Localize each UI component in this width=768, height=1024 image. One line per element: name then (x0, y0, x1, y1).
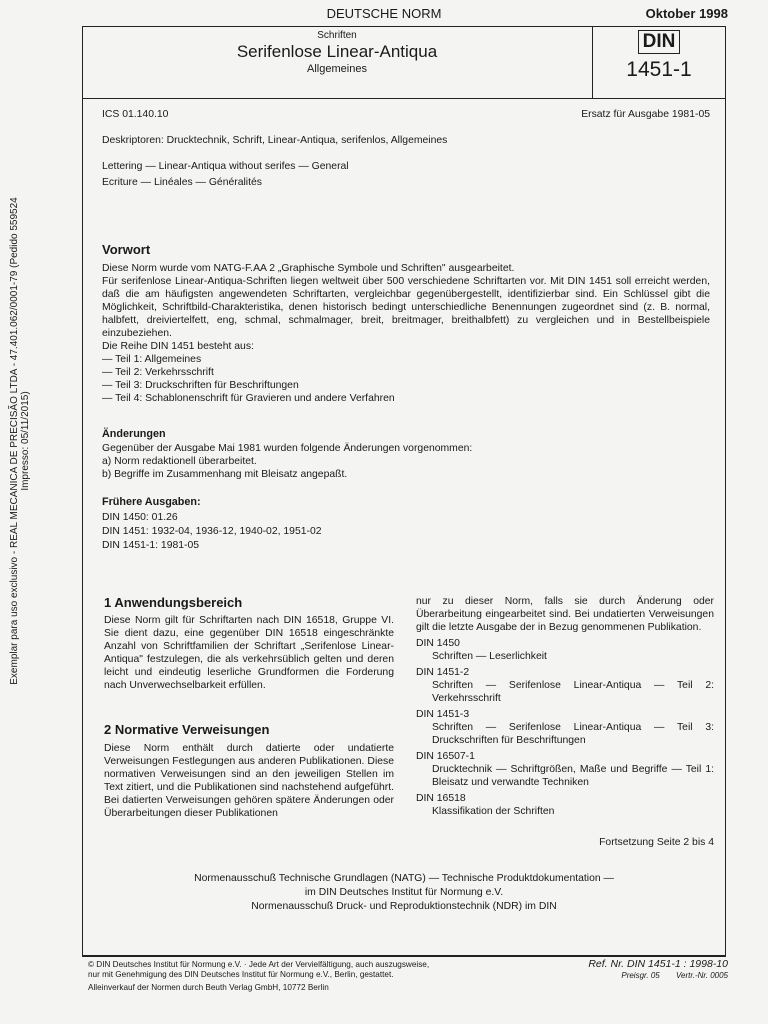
committee-line: im DIN Deutsches Institut für Normung e.V. (304, 887, 504, 898)
section-1-heading: 1 Anwendungsbereich (104, 595, 243, 610)
section-2-heading: 2 Normative Verweisungen (104, 722, 270, 737)
issue-date: Oktober 1998 (645, 6, 728, 21)
copyright-line: nur mit Genehmigung des DIN Deutsches Institut für Normung e.V., Berlin, gestattet. (88, 970, 394, 979)
footer-divider (82, 956, 726, 957)
aenderungen-heading: Änderungen (102, 428, 166, 440)
header-divider (82, 98, 726, 99)
reference-entry (416, 666, 714, 705)
continuation-note: Fortsetzung Seite 2 bis 4 (599, 837, 714, 848)
list-item: — Teil 3: Druckschriften für Beschriftungen (102, 380, 299, 391)
reference-desc: Schriften — Leserlichkeit (432, 651, 547, 662)
vertr-number: Vertr.-Nr. 0005 (675, 971, 728, 980)
english-title: Lettering — Linear-Antiqua without serifes — General (102, 161, 349, 172)
list-item: — Teil 4: Schablonenschrift für Gravieren und andere Verfahren (102, 393, 395, 404)
reference-desc: Klassifikation der Schriften (432, 806, 555, 817)
sales-note: Alleinverkauf der Normen durch Beuth Verlag GmbH, 10772 Berlin (88, 983, 329, 992)
right-column (416, 595, 714, 818)
reference-code: DIN 16518 (416, 793, 466, 804)
reference-code: DIN 16507-1 (416, 751, 475, 762)
reference-entry (416, 750, 714, 789)
copyright-line: © DIN Deutsches Institut für Normung e.V. · Jede Art der Vervielfältigung, auch auszugsweise, (88, 960, 430, 969)
parts-list (102, 353, 710, 405)
committee-block (82, 872, 726, 914)
aenderungen-intro: Gegenüber der Ausgabe Mai 1981 wurden folgende Änderungen vorgenommen: (102, 443, 473, 454)
list-item: DIN 1451-1: 1981-05 (102, 540, 200, 551)
norm-type: DEUTSCHE NORM (326, 6, 442, 21)
replaces-edition: Ersatz für Ausgabe 1981-05 (581, 109, 710, 120)
reference-entry (416, 637, 714, 663)
ics-code: ICS 01.140.10 (102, 109, 169, 120)
french-title: Ecriture — Linéales — Généralités (102, 177, 262, 188)
title-category: Schriften (317, 30, 357, 41)
reference-desc: Drucktechnik — Schriftgrößen, Maße und Begriffe — Teil 1: Bleisatz und verwandte Techniken (432, 764, 714, 788)
vorwort-p3: Die Reihe DIN 1451 besteht aus: (102, 341, 254, 352)
reference-entry (416, 708, 714, 747)
aenderungen-text (102, 442, 710, 481)
list-item: — Teil 2: Verkehrsschrift (102, 367, 214, 378)
vorwort-heading: Vorwort (102, 242, 151, 257)
list-item: — Teil 1: Allgemeines (102, 354, 202, 365)
list-item: b) Begriffe im Zusammenhang mit Bleisatz angepaßt. (102, 469, 348, 480)
document-title: Serifenlose Linear-Antiqua (236, 42, 438, 61)
document-subtitle: Allgemeines (307, 63, 367, 75)
section-2-text: Diese Norm enthält durch datierte oder undatierte Verweisungen Festlegungen aus anderen Publikationen. Diese normativen Verweisungen sind an den jeweiligen Stellen im Text zitiert, und die Publikationen sind nachstehend aufgeführt. Bei datierten Verweisungen gehören spätere Änderungen oder Überarbeitungen dieser Publikationen (104, 743, 394, 819)
title-block (82, 30, 592, 75)
reference-desc: Schriften — Serifenlose Linear-Antiqua — Teil 3: Druckschriften für Beschriftungen (432, 722, 714, 746)
copyright-block (88, 960, 508, 993)
reference-desc: Schriften — Serifenlose Linear-Antiqua — Teil 2: Verkehrsschrift (432, 680, 714, 704)
fruehere-heading: Frühere Ausgaben: (102, 496, 201, 508)
reference-code: DIN 1451-3 (416, 709, 470, 720)
ref-block (588, 958, 728, 980)
vorwort-text (102, 262, 710, 405)
fruehere-list (102, 511, 322, 553)
section-1-text: Diese Norm gilt für Schriftarten nach DIN 16518, Gruppe VI. Sie dient dazu, eine gegenüber DIN 16518 eingeschränkte Anzahl von Schriftfamilien der Schriftart „Serifenlose Linear-Antiqua" festzulegen, die als verkehrsüblich gelten und deren leicht und eindeutig leserliche Grundformen die Forderung nach Unverwechselbarkeit erfüllen. (104, 615, 394, 691)
reference-code: DIN 1450 (416, 638, 460, 649)
references-intro: nur zu dieser Norm, falls sie durch Änderung oder Überarbeitung eingearbeitet sind. Bei undatierten Verweisungen gilt die letzte Ausgabe der in Bezug genommenen Publikation. (416, 596, 714, 633)
reference-entry (416, 792, 714, 818)
vorwort-p2: Für serifenlose Linear-Antiqua-Schriften liegen weltweit über 500 verschiedene Schriftarten vor. Mit DIN 1451 soll erreicht werden, daß die am häufigsten angewendeten Schriftarten, vergleichbar gegenübergestellt, identifizierbar sind. Ein Schlüssel gibt die Möglichkeit, Schriftbild-Charakteristika, denen historisch bedingt unterschiedliche Benennungen zugeordnet sind (z. B. normal, halbfett, dreiviertelfett, eng, schmal, schmalmager, breit, breitmager, breithalbfett) zu vergleichen und in Bestellbeispiele einzubeziehen. (102, 276, 710, 339)
din-block (592, 30, 726, 82)
descriptors: Deskriptoren: Drucktechnik, Schrift, Linear-Antiqua, serifenlos, Allgemeines (102, 135, 448, 146)
price-group: Preisgr. 05 (621, 971, 660, 980)
din-logo: DIN (638, 30, 681, 54)
reference-code: DIN 1451-2 (416, 667, 470, 678)
list-item: DIN 1451: 1932-04, 1936-12, 1940-02, 1951-02 (102, 526, 322, 537)
side-watermark-note: Exemplar para uso exclusivo - REAL MECANICA DE PRECISÃO LTDA - 47.401.062/0001-79 (Pedido 559524 Impresso: 05/11/2015) (9, 197, 31, 685)
ref-number: Ref. Nr. DIN 1451-1 : 1998-10 (588, 958, 728, 970)
vorwort-p1: Diese Norm wurde vom NATG-F.AA 2 „Graphische Symbole und Schriften" ausgearbeitet. (102, 263, 515, 274)
committee-line: Normenausschuß Technische Grundlagen (NATG) — Technische Produktdokumentation — (194, 873, 614, 884)
list-item: a) Norm redaktionell überarbeitet. (102, 456, 257, 467)
list-item: DIN 1450: 01.26 (102, 512, 178, 523)
committee-line: Normenausschuß Druck- und Reproduktionstechnik (NDR) im DIN (251, 901, 557, 912)
din-number: 1451-1 (626, 58, 692, 81)
